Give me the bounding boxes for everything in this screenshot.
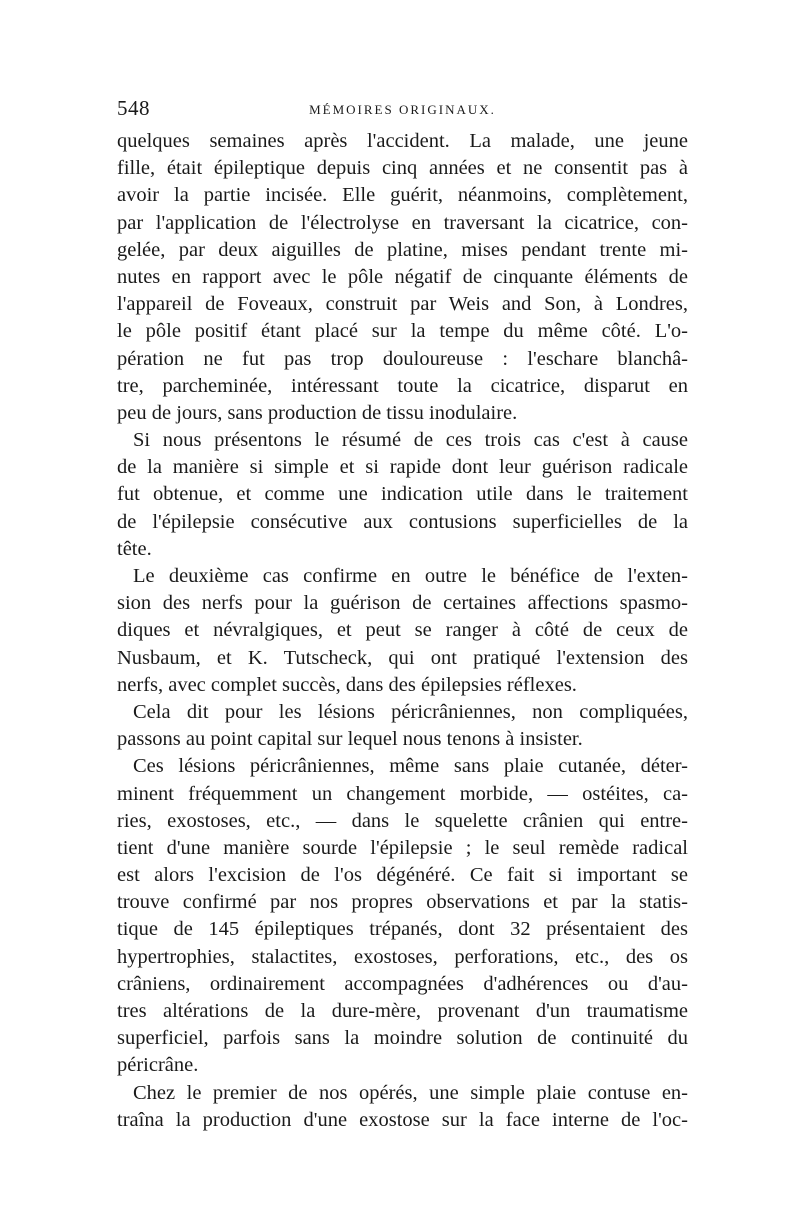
text-line: peu de jours, sans production de tissu inodulaire. — [117, 401, 518, 424]
page-number: 548 — [117, 96, 150, 120]
text-line: sion des nerfs pour la guérison de certaines affections spasmo- — [117, 592, 688, 615]
text-line: Chez le premier de nos opérés, une simple plaie contuse en- — [133, 1081, 688, 1104]
text-line: de l'épilepsie consécutive aux contusions superficielles de la — [117, 510, 688, 533]
paragraph — [117, 753, 688, 1079]
paragraph — [117, 699, 688, 753]
text-line: tre, parcheminée, intéressant toute la cicatrice, disparut en — [117, 374, 688, 397]
text-line: est alors l'excision de l'os dégénéré. Ce fait si important se — [117, 864, 688, 887]
text-line: de la manière si simple et si rapide dont leur guérison radicale — [117, 456, 688, 479]
text-line: tient d'une manière sourde l'épilepsie ; le seul remède radical — [117, 836, 688, 859]
text-line: hypertrophies, stalactites, exostoses, perforations, etc., des os — [117, 945, 688, 968]
text-line: tique de 145 épileptiques trépanés, dont 32 présentaient des — [117, 918, 688, 941]
text-line: superficiel, parfois sans la moindre solution de continuité du — [117, 1027, 688, 1050]
paragraph — [117, 563, 688, 699]
paragraph — [117, 1080, 688, 1134]
paragraph — [117, 427, 688, 563]
text-line: diques et névralgiques, et peut se ranger à côté de ceux de — [117, 619, 688, 642]
body-text — [117, 128, 688, 1134]
paragraph — [117, 128, 688, 427]
text-line: tête. — [117, 537, 152, 560]
text-line: gelée, par deux aiguilles de platine, mises pendant trente mi- — [117, 238, 688, 261]
text-line: par l'application de l'électrolyse en traversant la cicatrice, con- — [117, 211, 688, 234]
text-line: passons au point capital sur lequel nous tenons à insister. — [117, 728, 583, 751]
text-line: traîna la production d'une exostose sur la face interne de l'oc- — [117, 1108, 688, 1131]
text-line: Si nous présentons le résumé de ces trois cas c'est à cause — [133, 429, 688, 452]
text-line: Nusbaum, et K. Tutscheck, qui ont pratiqué l'extension des — [117, 646, 688, 669]
text-line: l'appareil de Foveaux, construit par Weis and Son, à Londres, — [117, 293, 688, 316]
text-line: crâniens, ordinairement accompagnées d'adhérences ou d'au- — [117, 972, 688, 995]
text-line: minent fréquemment un changement morbide, — ostéites, ca- — [117, 782, 688, 805]
text-line: nutes en rapport avec le pôle négatif de cinquante éléments de — [117, 265, 688, 288]
text-line: trouve confirmé par nos propres observations et par la statis- — [117, 891, 688, 914]
running-title: MÉMOIRES ORIGINAUX. — [309, 102, 496, 117]
page-header — [117, 96, 688, 128]
text-line: tres altérations de la dure-mère, provenant d'un traumatisme — [117, 1000, 688, 1022]
text-line: Ces lésions péricrâniennes, même sans plaie cutanée, déter- — [133, 755, 688, 778]
text-line: pération ne fut pas trop douloureuse : l'eschare blanchâ- — [117, 347, 688, 370]
text-line: Cela dit pour les lésions péricrâniennes, non compliquées, — [133, 700, 688, 723]
text-line: ries, exostoses, etc., — dans le squelette crânien qui entre- — [117, 809, 688, 832]
text-line: quelques semaines après l'accident. La malade, une jeune — [117, 130, 688, 152]
text-line: fut obtenue, et comme une indication utile dans le traitement — [117, 483, 688, 506]
text-line: Le deuxième cas confirme en outre le bénéfice de l'exten- — [133, 565, 688, 587]
text-line: fille, était épileptique depuis cinq années et ne consentit pas à — [117, 157, 688, 180]
text-line: avoir la partie incisée. Elle guérit, néanmoins, complètement, — [117, 184, 688, 207]
text-line: le pôle positif étant placé sur la tempe du même côté. L'o- — [117, 320, 688, 343]
text-line: nerfs, avec complet succès, dans des épilepsies réflexes. — [117, 673, 577, 696]
text-line: péricrâne. — [117, 1054, 199, 1077]
